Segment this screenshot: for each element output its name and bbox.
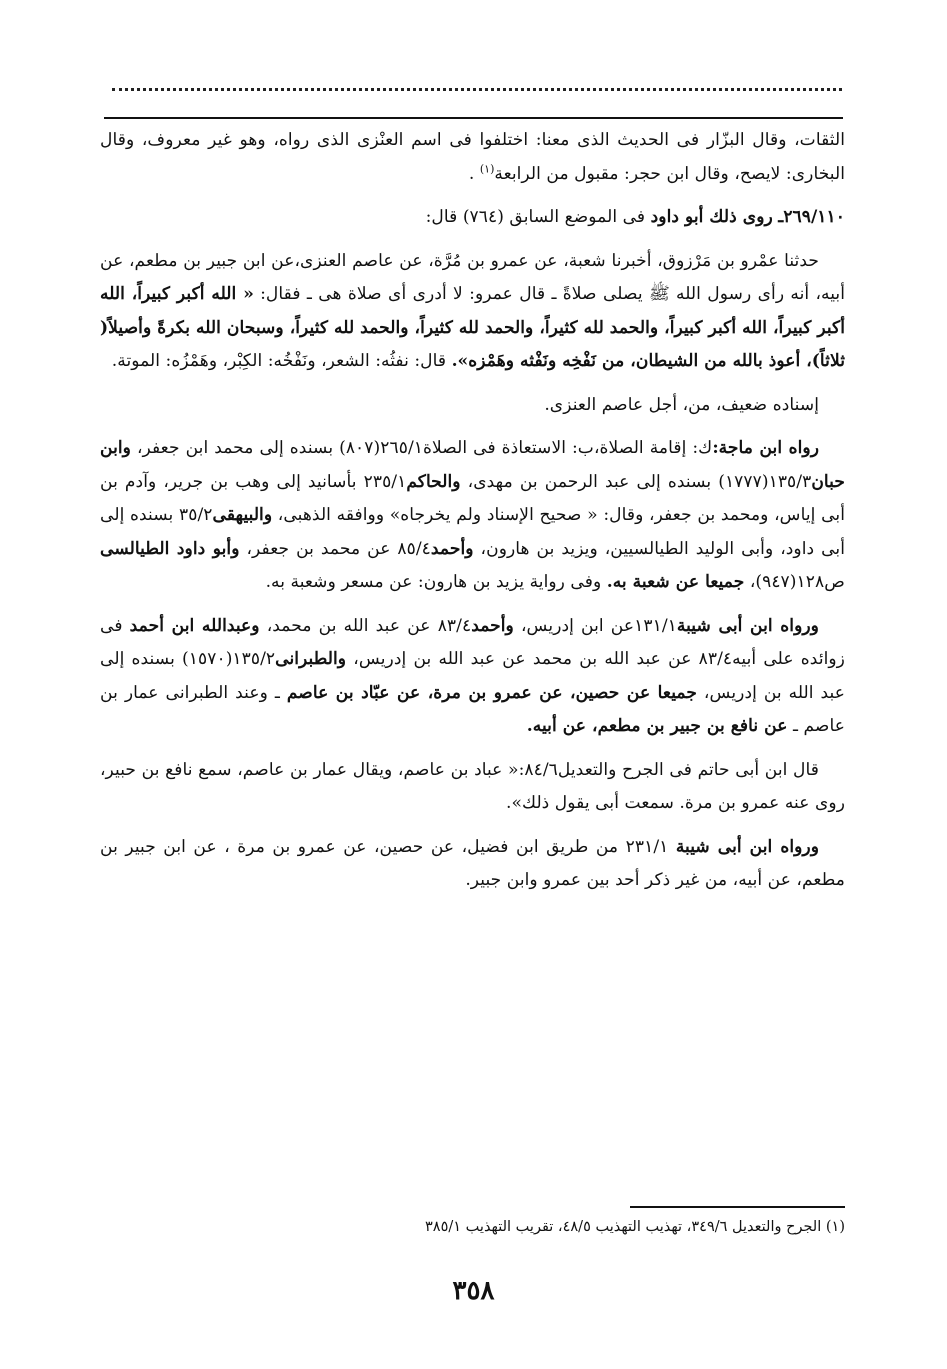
- main-text: [100, 124, 845, 908]
- header-rule: [104, 117, 843, 119]
- hadith-heading: ٢٦٩/١١٠ـ روى ذلك أبو داود فى الموضع السابق (٧٦٤) قال:: [425, 207, 845, 227]
- header-dotted-line: [112, 88, 842, 102]
- takhrij-paragraph-3: ورواه ابن أبى شيبة ٢٣١/١ من طريق ابن فضيل، عن حصين، عن عمرو بن مرة ، عن ابن جبير بن مطعم، عن أبيه، من غير ذكر أحد بين عمرو وابن جبير.: [100, 836, 845, 890]
- isnad-grade: إسناده ضعيف، من، أجل عاصم العنزى.: [544, 394, 819, 415]
- footnote-ref-1: (١): [479, 161, 495, 175]
- footnote-rule: [630, 1206, 845, 1208]
- hadith-matn: « الله أكبر كبيراً، الله أكبر كبيراً، الله أكبر كبيراً، والحمد لله كثيراً، والحمد لله كثيراً، والحمد لله كثيراً، وسبحان الله بكرةً وأصيلاً( ثلاثاً)، أعوذ بالله من الشيطان، من نَفْخِه ونَفْثه وهَمْزه».: [100, 284, 845, 371]
- paragraph-1: الثقات، وقال البزّار فى الحديث الذى معنا: اختلفوا فى اسم العنْزى الذى رواه، وهو غير معروف، وقال البخارى: لايصح، وقال ابن حجر: مقبول من الرابعة$^{(١)}$ .: [100, 130, 845, 184]
- ibn-abi-hatim-quote: قال ابن أبى حاتم فى الجرح والتعديل٨٤/٦:« عباد بن عاصم، ويقال عمار بن عاصم، سمع نافع بن حبير، روى عنه عمرو بن مرة. سمعت أبى يقول ذلك».: [100, 759, 845, 813]
- footnote: (١) الجرح والتعديل ٣٤٩/٦، تهذيب التهذيب ٤٨/٥، تقريب التهذيب ٣٨٥/١: [425, 1219, 845, 1235]
- page-number: ٣٥٨: [452, 1276, 495, 1306]
- takhrij-paragraph-2: ورواه ابن أبى شيبة١٣١/١عن ابن إدريس، وأحمد٨٣/٤ عن عبد الله بن محمد، وعبدالله ابن أحمد فى زوائده على أبيه٨٣/٤ عن عبد الله بن محمد عن عبد الله بن إدريس، والطبرانى١٣٥/٢(١٥٧٠) بسنده إلى عبد الله بن إدريس، جميعا عن حصين، عن عمرو بن مرة، عن عبّاد بن عاصم ـ وعند الطبرانى عمار بن عاصم ـ عن نافع بن جبير بن مطعم، عن أبيه.: [100, 615, 845, 736]
- hadith-number: ٢٦٩/١١٠ـ: [778, 207, 845, 227]
- hadith-text: حدثنا عمْرو بن مَرْزوق، أخبرنا شعبة، عن عمرو بن مُرَّة، عن عاصم العنزى،عن ابن جبير بن مطعم، عن أبيه، أنه رأى رسول الله ﷺ يصلى صلاةً ـ قال عمرو: لا أدرى أى صلاة هى ـ فقال: « الله أكبر كبيراً، الله أكبر كبيراً، الله أكبر كبيراً، والحمد لله كثيراً، والحمد لله كثيراً، والحمد لله كثيراً، وسبحان الله بكرةً وأصيلاً( ثلاثاً)، أعوذ بالله من الشيطان، من نَفْخِه ونَفْثه وهَمْزه». قال: نفثُه: الشعر، ونَفْخُه: الكِبْر، وهَمْزُه: الموتة.: [100, 250, 845, 371]
- takhrij-paragraph-1: رواه ابن ماجة:ك: إقامة الصلاة،ب: الاستعاذة فى الصلاة٢٦٥/١(٨٠٧) بسنده إلى محمد ابن جعفر، وابن حبان١٣٥/٣(١٧٧٧) بسنده إلى عبد الرحمن بن مهدى، والحاكم٢٣٥/١ بأسانيد إلى وهب بن جرير، وآدم بن أبى إياس، ومحمد بن جعفر، وقال: « صحيح الإسناد ولم يخرجاه» ووافقه الذهبى، والبيهقى٣٥/٢ بسنده إلى أبى داود، وأبى الوليد الطيالسيين، ويزيد بن هارون، وأحمد٨٥/٤ عن محمد بن جعفر، وأبو داود الطيالسى ص١٢٨(٩٤٧)، جميعا عن شعبة به. وفى رواية يزيد بن هارون: عن مسعر وشعبة به.: [100, 438, 845, 592]
